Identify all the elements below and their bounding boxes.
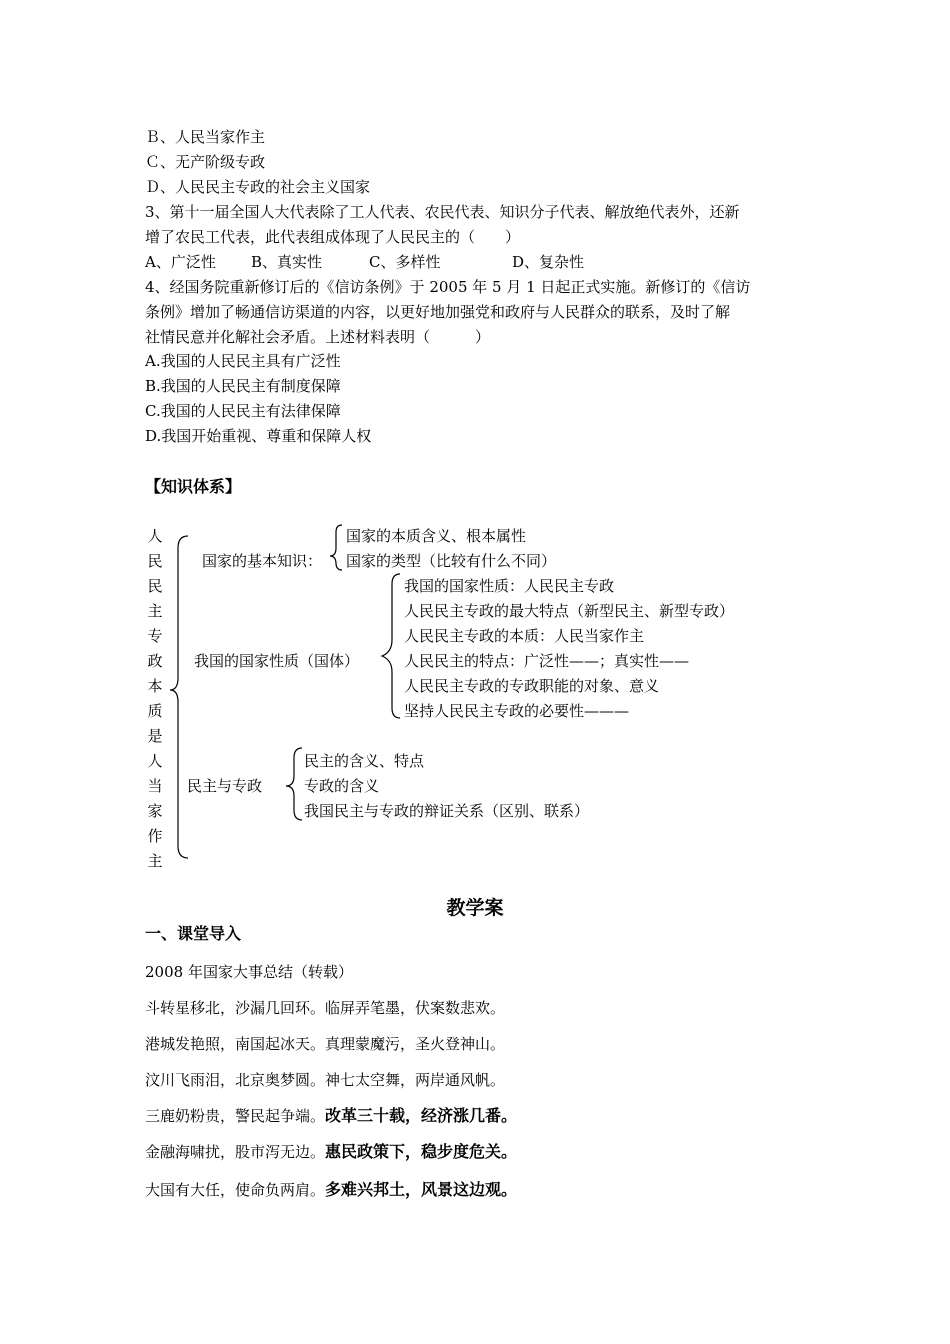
knowledge-heading: 【知识体系】 xyxy=(145,477,242,496)
poem-text: 三鹿奶粉贵，警民起争端。 xyxy=(145,1107,326,1125)
vertical-char: 民 xyxy=(147,552,163,570)
branch2-item: 人民民主专政的最大特点（新型民主、新型专政） xyxy=(404,602,735,620)
poem-line xyxy=(145,1106,517,1126)
q4-stem-line2: 条例》增加了畅通信访渠道的内容，以更好地加强党和政府与人民群众的联系，及时了解 xyxy=(145,303,731,321)
brace-branch2 xyxy=(382,574,400,718)
q4-stem-line1: 4、经国务院重新修订后的《信访条例》于 2005 年 5 月 1 日起正式实施。新修订的《信访 xyxy=(145,278,751,296)
section1-heading: 一、课堂导入 xyxy=(145,924,242,943)
q2-option-b: Ｂ、人民当家作主 xyxy=(145,128,266,146)
q3-option-b: B、真实性 xyxy=(251,253,323,271)
q3-option-c: C、多样性 xyxy=(369,253,441,271)
vertical-char: 民 xyxy=(147,577,163,595)
q3-stem-line2: 增了农民工代表，此代表组成体现了人民民主的（ ） xyxy=(145,228,521,246)
branch2-item: 人民民主的特点：广泛性——；真实性—— xyxy=(404,652,690,670)
vertical-char: 专 xyxy=(147,627,163,645)
poem-bold-text: 多难兴邦土，风景这边观。 xyxy=(325,1180,518,1199)
poem-line xyxy=(145,998,505,1018)
poem-text: 汶川飞雨泪，北京奥梦圆。神七太空舞，两岸通风帆。 xyxy=(145,1071,506,1089)
vertical-char: 主 xyxy=(147,852,163,870)
poem-line xyxy=(145,1070,505,1090)
q4-option-b: B.我国的人民民主有制度保障 xyxy=(145,377,341,395)
branch1-label: 国家的基本知识： xyxy=(202,552,323,570)
vertical-char: 是 xyxy=(147,727,163,745)
poem-line xyxy=(145,1180,517,1200)
q4-stem-line3: 社情民意并化解社会矛盾。上述材料表明（ ） xyxy=(145,328,491,346)
poem-bold-text: 改革三十载，经济涨几番。 xyxy=(325,1106,518,1125)
vertical-char: 质 xyxy=(147,702,163,720)
vertical-char: 人 xyxy=(147,752,163,770)
vertical-char: 家 xyxy=(147,802,163,820)
branch3-label: 民主与专政 xyxy=(187,777,263,795)
branch2-item: 人民民主专政的本质：人民当家作主 xyxy=(404,627,645,645)
poem-text: 大国有大任，使命负两肩。 xyxy=(145,1181,326,1199)
branch2-item: 人民民主专政的专政职能的对象、意义 xyxy=(404,677,660,695)
vertical-char: 当 xyxy=(147,777,163,795)
q3-option-a: A、广泛性 xyxy=(145,253,216,271)
q3-option-d: D、复杂性 xyxy=(512,253,585,271)
branch3-item: 民主的含义、特点 xyxy=(304,752,425,770)
poem-bold-text: 惠民政策下，稳步度危关。 xyxy=(325,1142,518,1161)
q2-option-c: Ｃ、无产阶级专政 xyxy=(145,153,266,171)
poem-text: 港城发艳照，南国起冰天。真理蒙魔污，圣火登神山。 xyxy=(145,1035,506,1053)
q4-option-a: A.我国的人民民主具有广泛性 xyxy=(145,352,341,370)
branch2-item: 我国的国家性质：人民民主专政 xyxy=(404,577,615,595)
brace-branch3 xyxy=(286,748,302,820)
vertical-char: 政 xyxy=(147,652,163,670)
q4-option-d: D.我国开始重视、尊重和保障人权 xyxy=(145,427,372,445)
q3-stem-line1: 3、第十一届全国人大代表除了工人代表、农民代表、知识分子代表、解放绝代表外，还新 xyxy=(145,203,740,221)
branch1-item: 国家的本质含义、根本属性 xyxy=(346,527,527,545)
vertical-char: 本 xyxy=(147,677,163,695)
poem-line xyxy=(145,1034,505,1054)
branch1-item: 国家的类型（比较有什么不同） xyxy=(346,552,557,570)
poem-text: 斗转星移北，沙漏几回环。临屏弄笔墨，伏案数悲欢。 xyxy=(145,999,506,1017)
branch3-item: 专政的含义 xyxy=(304,777,380,795)
lesson-title: 教学案 xyxy=(446,897,504,919)
branch3-item: 我国民主与专政的辩证关系（区别、联系） xyxy=(304,802,590,820)
brace-branch1 xyxy=(330,525,342,570)
vertical-char: 主 xyxy=(147,602,163,620)
vertical-char: 人 xyxy=(147,527,163,545)
poem-source: 2008 年国家大事总结（转载） xyxy=(145,963,353,981)
q2-option-d: Ｄ、人民民主专政的社会主义国家 xyxy=(145,178,371,196)
main-brace xyxy=(170,536,188,858)
poem-text: 金融海啸扰，股市泻无边。 xyxy=(145,1143,326,1161)
poem-line xyxy=(145,1142,517,1162)
branch2-label: 我国的国家性质（国体） xyxy=(194,652,360,670)
branch2-item: 坚持人民民主专政的必要性——— xyxy=(404,702,630,720)
q4-option-c: C.我国的人民民主有法律保障 xyxy=(145,402,341,420)
vertical-char: 作 xyxy=(147,827,163,845)
